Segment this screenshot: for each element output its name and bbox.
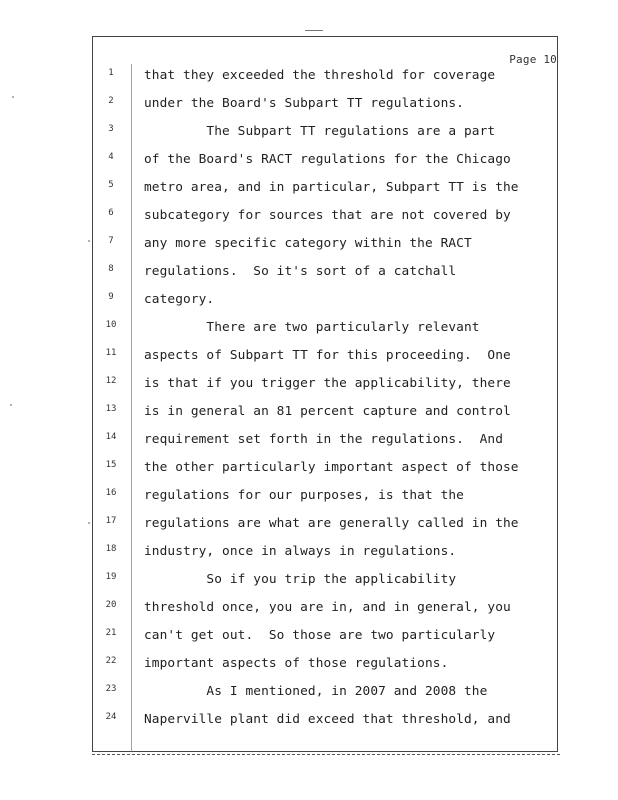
transcript-line bbox=[92, 376, 558, 396]
line-text: category. bbox=[144, 292, 215, 307]
line-number: 15 bbox=[105, 460, 117, 470]
scan-speck bbox=[10, 404, 12, 406]
transcript-line bbox=[92, 432, 558, 452]
line-number: 2 bbox=[108, 96, 114, 106]
line-number: 23 bbox=[105, 684, 117, 694]
line-number: 22 bbox=[105, 656, 117, 666]
transcript-line bbox=[92, 264, 558, 284]
transcript-line bbox=[92, 180, 558, 200]
line-text: threshold once, you are in, and in general, you bbox=[144, 600, 511, 615]
line-number: 5 bbox=[108, 180, 114, 190]
line-text: aspects of Subpart TT for this proceeding. One bbox=[144, 348, 511, 363]
line-number: 8 bbox=[108, 264, 114, 274]
line-text: important aspects of those regulations. bbox=[144, 656, 449, 671]
transcript-line bbox=[92, 628, 558, 648]
line-number: 13 bbox=[105, 404, 117, 414]
transcript-line bbox=[92, 516, 558, 536]
line-number: 20 bbox=[105, 600, 117, 610]
transcript-line bbox=[92, 488, 558, 508]
line-number: 10 bbox=[105, 320, 117, 330]
line-text: the other particularly important aspect of those bbox=[144, 460, 519, 475]
line-text: can't get out. So those are two particularly bbox=[144, 628, 496, 643]
line-text: is in general an 81 percent capture and control bbox=[144, 404, 511, 419]
line-number: 18 bbox=[105, 544, 117, 554]
line-text: any more specific category within the RACT bbox=[144, 236, 472, 251]
line-number: 4 bbox=[108, 152, 114, 162]
line-text: The Subpart TT regulations are a part bbox=[144, 124, 496, 139]
line-text: metro area, and in particular, Subpart TT is the bbox=[144, 180, 519, 195]
line-number: 12 bbox=[105, 376, 117, 386]
transcript-line bbox=[92, 348, 558, 368]
line-text: As I mentioned, in 2007 and 2008 the bbox=[144, 684, 488, 699]
transcript-line bbox=[92, 124, 558, 144]
line-text: that they exceeded the threshold for coverage bbox=[144, 68, 496, 83]
transcript-line bbox=[92, 152, 558, 172]
page-number: Page 10 bbox=[509, 53, 557, 66]
transcript-line bbox=[92, 656, 558, 676]
line-number: 9 bbox=[108, 292, 114, 302]
line-text: So if you trip the applicability bbox=[144, 572, 457, 587]
line-number: 14 bbox=[105, 432, 117, 442]
line-text: of the Board's RACT regulations for the Chicago bbox=[144, 152, 511, 167]
line-text: regulations. So it's sort of a catchall bbox=[144, 264, 457, 279]
line-text: regulations are what are generally called in the bbox=[144, 516, 519, 531]
line-text: Naperville plant did exceed that threshold, and bbox=[144, 712, 511, 727]
line-text: requirement set forth in the regulations. And bbox=[144, 432, 504, 447]
line-text: regulations for our purposes, is that the bbox=[144, 488, 464, 503]
transcript-line bbox=[92, 460, 558, 480]
line-number: 21 bbox=[105, 628, 117, 638]
scan-speck bbox=[12, 96, 14, 98]
transcript-line bbox=[92, 712, 558, 732]
transcript-line bbox=[92, 208, 558, 228]
line-number: 24 bbox=[105, 712, 117, 722]
line-text: industry, once in always in regulations. bbox=[144, 544, 457, 559]
transcript-line bbox=[92, 320, 558, 340]
scan-speck bbox=[88, 240, 90, 242]
line-number: 16 bbox=[105, 488, 117, 498]
line-text: subcategory for sources that are not covered by bbox=[144, 208, 511, 223]
transcript-line bbox=[92, 236, 558, 256]
transcript-lines bbox=[92, 0, 558, 800]
transcript-line bbox=[92, 404, 558, 424]
transcript-line bbox=[92, 96, 558, 116]
scan-speck bbox=[88, 522, 90, 524]
line-number: 19 bbox=[105, 572, 117, 582]
transcript-line bbox=[92, 600, 558, 620]
line-number: 11 bbox=[105, 348, 117, 358]
line-number: 7 bbox=[108, 236, 114, 246]
line-text: under the Board's Subpart TT regulations. bbox=[144, 96, 464, 111]
line-number: 1 bbox=[108, 68, 114, 78]
transcript-line bbox=[92, 544, 558, 564]
transcript-line bbox=[92, 684, 558, 704]
line-text: There are two particularly relevant bbox=[144, 320, 480, 335]
transcript-line bbox=[92, 572, 558, 592]
line-number: 6 bbox=[108, 208, 114, 218]
line-text: is that if you trigger the applicability, there bbox=[144, 376, 511, 391]
transcript-line bbox=[92, 292, 558, 312]
line-number: 3 bbox=[108, 124, 114, 134]
transcript-line bbox=[92, 68, 558, 88]
line-number: 17 bbox=[105, 516, 117, 526]
